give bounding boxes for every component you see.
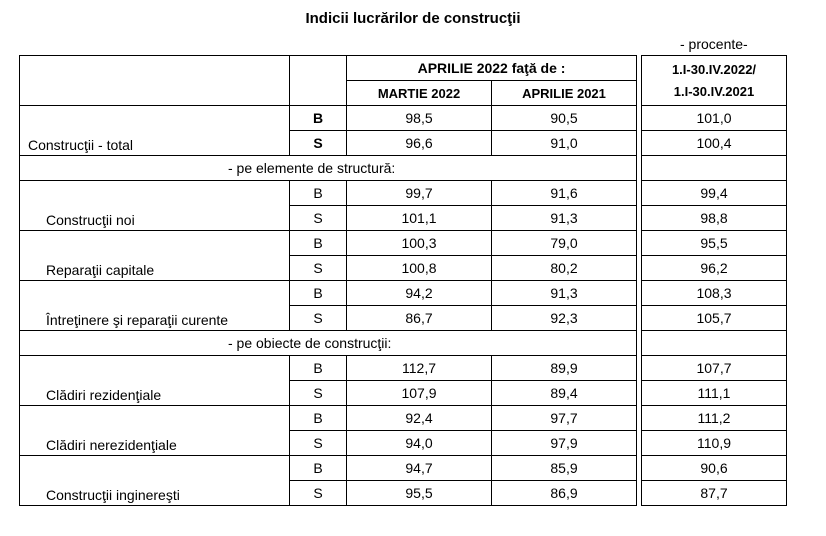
header-period-line1: 1.I-30.IV.2022/ — [671, 61, 757, 77]
header-empty-label — [20, 56, 290, 106]
value-aprilie: 79,0 — [492, 231, 637, 256]
value-martie: 112,7 — [347, 356, 492, 381]
header-empty-type — [290, 56, 347, 106]
table-row — [20, 231, 787, 256]
type-cell: S — [290, 431, 347, 456]
value-martie: 94,7 — [347, 456, 492, 481]
value-aprilie: 91,3 — [492, 281, 637, 306]
value-period: 98,8 — [642, 206, 787, 231]
row-label: Construcţii - total — [20, 106, 290, 156]
section-label: - pe obiecte de construcţii: — [20, 331, 637, 356]
row-label: Construcţii noi — [20, 181, 290, 231]
value-martie: 107,9 — [347, 381, 492, 406]
unit-label: - procente- — [680, 36, 748, 52]
value-martie: 100,8 — [347, 256, 492, 281]
value-aprilie: 89,4 — [492, 381, 637, 406]
section-empty-cell — [642, 331, 787, 356]
header-col-martie: MARTIE 2022 — [347, 81, 492, 106]
type-cell: S — [290, 381, 347, 406]
value-period: 111,2 — [642, 406, 787, 431]
type-cell: S — [290, 306, 347, 331]
value-aprilie: 91,6 — [492, 181, 637, 206]
type-cell: S — [290, 481, 347, 506]
value-period: 90,6 — [642, 456, 787, 481]
table-row — [20, 406, 787, 431]
value-aprilie: 92,3 — [492, 306, 637, 331]
table-row — [20, 456, 787, 481]
value-aprilie: 91,0 — [492, 131, 637, 156]
type-cell: S — [290, 256, 347, 281]
row-label: Construcţii inginereşti — [20, 456, 290, 506]
value-period: 101,0 — [642, 106, 787, 131]
section-row — [20, 156, 787, 181]
value-aprilie: 97,9 — [492, 431, 637, 456]
type-cell: B — [290, 406, 347, 431]
value-aprilie: 90,5 — [492, 106, 637, 131]
value-martie: 86,7 — [347, 306, 492, 331]
value-period: 96,2 — [642, 256, 787, 281]
type-cell: B — [290, 231, 347, 256]
value-aprilie: 97,7 — [492, 406, 637, 431]
row-label: Întreţinere şi reparaţii curente — [20, 281, 290, 331]
section-label: - pe elemente de structură: — [20, 156, 637, 181]
value-aprilie: 85,9 — [492, 456, 637, 481]
row-label: Reparaţii capitale — [20, 231, 290, 281]
value-aprilie: 80,2 — [492, 256, 637, 281]
table-row — [20, 281, 787, 306]
type-cell: S — [290, 131, 347, 156]
section-empty-cell — [642, 156, 787, 181]
value-period: 111,1 — [642, 381, 787, 406]
value-martie: 98,5 — [347, 106, 492, 131]
value-period: 100,4 — [642, 131, 787, 156]
value-period: 99,4 — [642, 181, 787, 206]
value-period: 95,5 — [642, 231, 787, 256]
value-martie: 95,5 — [347, 481, 492, 506]
value-martie: 99,7 — [347, 181, 492, 206]
value-martie: 96,6 — [347, 131, 492, 156]
document-title: Indicii lucrărilor de construcţii — [305, 10, 521, 27]
header-period-line2: 1.I-30.IV.2021 — [673, 83, 755, 99]
value-period: 87,7 — [642, 481, 787, 506]
value-martie: 92,4 — [347, 406, 492, 431]
row-label: Clădiri nerezidenţiale — [20, 406, 290, 456]
header-row-1 — [20, 56, 787, 81]
value-period: 108,3 — [642, 281, 787, 306]
value-period: 105,7 — [642, 306, 787, 331]
value-period: 110,9 — [642, 431, 787, 456]
row-label: Clădiri rezidenţiale — [20, 356, 290, 406]
section-row — [20, 331, 787, 356]
table-row — [20, 356, 787, 381]
value-aprilie: 89,9 — [492, 356, 637, 381]
type-cell: B — [290, 106, 347, 131]
value-aprilie: 86,9 — [492, 481, 637, 506]
type-cell: B — [290, 456, 347, 481]
value-martie: 100,3 — [347, 231, 492, 256]
type-cell: S — [290, 206, 347, 231]
type-cell: B — [290, 356, 347, 381]
table-row — [20, 181, 787, 206]
value-period: 107,7 — [642, 356, 787, 381]
header-period — [642, 56, 787, 106]
value-martie: 101,1 — [347, 206, 492, 231]
table-row — [20, 106, 787, 131]
indices-table — [19, 55, 787, 506]
value-martie: 94,0 — [347, 431, 492, 456]
header-col-aprilie: APRILIE 2021 — [492, 81, 637, 106]
type-cell: B — [290, 181, 347, 206]
type-cell: B — [290, 281, 347, 306]
value-aprilie: 91,3 — [492, 206, 637, 231]
value-martie: 94,2 — [347, 281, 492, 306]
header-group: APRILIE 2022 faţă de : — [347, 56, 637, 81]
